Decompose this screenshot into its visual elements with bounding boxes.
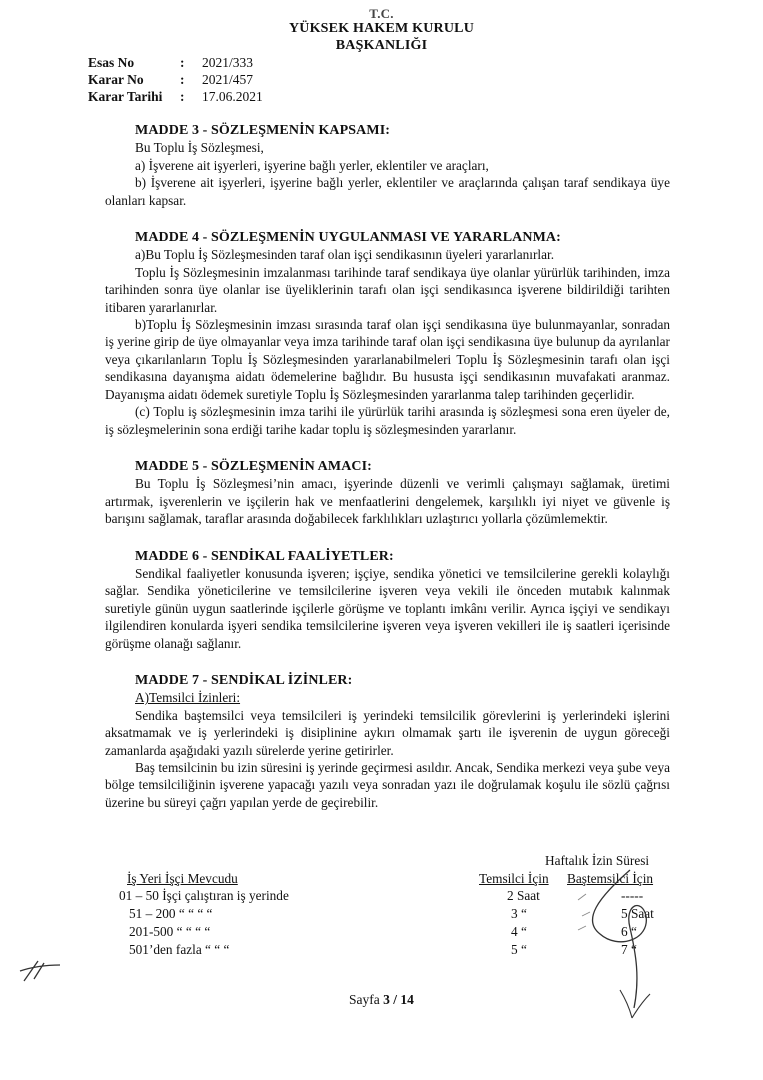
table-row-range: 201-500 “ “ “ “ (129, 924, 211, 939)
table-row-temsilci: 4 “ (511, 924, 527, 939)
meta-label: Karar Tarihi (88, 89, 163, 104)
table-header-bastemsilci: Baştemsilci İçin (567, 871, 654, 886)
article-5-paragraph: Bu Toplu İş Sözleşmesi’nin amacı, işyerinde düzenli ve verimli çalışmayı sağlamak, üretimi artırmak, işverenlerin ve işçilerin hak ve menfaatlerini dengelemek, karşılıklı iyi niyet ve güvenle iş barışını sağlamak, taraflar arasında doğabilecek farklılıkları uzlaştırıcı yollarla çözümlemektir. (105, 476, 670, 527)
article-4-item-c: (c) Toplu iş sözleşmesinin imza tarihi ile yürürlük tarihi arasında iş sözleşmesi sona eren üyeler de, iş sözleşmelerinin sona erdiği tarihe kadar toplu iş sözleşmesinden yararlanır. (105, 404, 670, 437)
meta-colon: : (180, 89, 185, 104)
article-3-intro: Bu Toplu İş Sözleşmesi, (135, 140, 264, 156)
page-number (0, 992, 763, 1008)
article-4-title: MADDE 4 - SÖZLEŞMENİN UYGULANMASI VE YARARLANMA: (135, 230, 561, 246)
meta-label: Karar No (88, 72, 144, 87)
meta-value: 2021/333 (202, 55, 254, 70)
article-7-title: MADDE 7 - SENDİKAL İZİNLER: (135, 672, 353, 688)
case-meta (88, 54, 263, 105)
header-tc: T.C. (369, 6, 394, 21)
table-row-bastemsilci: 7 “ (621, 942, 637, 957)
article-4-item-a: a)Bu Toplu İş Sözleşmesinden taraf olan işçi sendikasının üyeleri yararlanırlar. (135, 247, 555, 263)
header-institution: YÜKSEK HAKEM KURULU (288, 21, 475, 36)
signature-scribble-icon (560, 858, 670, 1048)
article-7-paragraph-1: Sendika baştemsilci veya temsilcileri iş yerindeki temsilcilik görevlerini iş yerlerindeki işlerini aksatmamak ve iş yerlerindeki iş disiplinine aykırı olmamak şartı ile işverenin de uygun göreceği zamanlarda aşağıdaki yazılı sürelerde yerine getirirler. (105, 707, 670, 758)
header-office: BAŞKANLIĞI (335, 38, 428, 53)
table-group-header: Haftalık İzin Süresi (545, 853, 650, 868)
table-row-temsilci: 5 “ (511, 942, 527, 957)
article-4-paragraph: Toplu İş Sözleşmesinin imzalanması tarihinde taraf sendikaya üye olanlar yürürlük tarihinden, imza tarihinden sonra üye olanlar ise üyeliklerinin tarafı olan işçi sendikasınca işverene bildirildiği tarihten itibaren yararlanırlar. (105, 264, 670, 315)
page-label: Sayfa (349, 992, 380, 1007)
article-5-title: MADDE 5 - SÖZLEŞMENİN AMACI: (135, 458, 372, 474)
meta-value: 2021/457 (202, 72, 254, 87)
page-count: 3 / 14 (383, 992, 414, 1007)
article-3-item-a: a) İşverene ait işyerleri, işyerine bağlı yerler, eklentiler ve araçları, (135, 157, 489, 173)
table-row-temsilci: 3 “ (511, 906, 527, 921)
table-header-workforce: İş Yeri İşçi Mevcudu (127, 871, 238, 886)
article-3-title: MADDE 3 - SÖZLEŞMENİN KAPSAMI: (135, 123, 391, 138)
article-6-paragraph: Sendikal faaliyetler konusunda işveren; işçiye, sendika yönetici ve temsilcilerine gerekli kolaylığı sağlar. Sendika yöneticilerine ve temsilcilerine işveren veya vekili ile önceden mutabık kalınmak suretiyle günün uygun saatlerinde işçilerle görüşme ve toplantı imkânı verilir. Ayrıca işçiyi ve sendikayı ilgilendiren konularda işyeri sendika temsilcilerine işveren veya işveren vekilleri ile iş saatleri içerisinde görüşme olanağı sağlanır. (105, 565, 670, 651)
meta-colon: : (180, 72, 185, 87)
meta-label: Esas No (88, 55, 135, 70)
table-row-range: 01 – 50 İşçi çalıştıran iş yerinde (119, 888, 289, 903)
table-row-bastemsilci: 6 “ (621, 924, 637, 939)
table-header-temsilci: Temsilci İçin (479, 871, 549, 886)
article-6 (105, 548, 670, 652)
document-body (105, 122, 670, 811)
table-row-temsilci: 2 Saat (507, 888, 540, 903)
article-5 (105, 458, 670, 528)
table-row-bastemsilci: 5 Saat (621, 906, 654, 921)
article-7-subtitle: A)Temsilci İzinleri: (135, 690, 241, 706)
meta-value: 17.06.2021 (202, 89, 263, 104)
meta-colon: : (180, 55, 185, 70)
article-7-paragraph-2: Baş temsilcinin bu izin süresini iş yerinde geçirmesi asıldır. Ancak, Sendika merkezi veya şube veya bölge temsilciliğinin işverene yapacağı yazılı veya sonradan yazı ile doğrulamak koşulu ile sözlü çağrısı üzerine bu süreyi çağrı yapılan yerde de geçirebilir. (105, 760, 670, 810)
meta-karar-tarihi (88, 88, 263, 105)
article-4 (105, 229, 670, 438)
meta-karar (88, 71, 263, 88)
table-row-bastemsilci: ----- (621, 888, 644, 903)
table-row-range: 501’den fazla “ “ “ (129, 942, 230, 957)
table-row-range: 51 – 200 “ “ “ “ (129, 906, 213, 921)
article-7 (105, 672, 670, 811)
article-4-item-b: b)Toplu İş Sözleşmesinin imzası sırasında taraf olan işçi sendikasına üye bulunmayanlar, sonradan iş yerine girip de üye olmayanlar veya imza tarihinde taraf olan işçi sendikasına üye bulunup da ayrılanlar veya çıkarılanların Toplu İş Sözleşmesinden yararlanabilmeleri Toplu İş Sözleşmesinin tarafı olan işçi sendikasına dayanışma aidatı ödemelerine bağlıdır. Bu hususta işçi sendikasının muvafakati aranmaz. Dayanışma aidatı ödemek suretiyle Toplu İş Sözleşmesinden yararlanma talep tarihinden geçerlidir. (105, 317, 670, 402)
initials-signature-icon (18, 955, 62, 989)
article-3 (105, 122, 670, 209)
article-6-title: MADDE 6 - SENDİKAL FAALİYETLER: (135, 548, 394, 564)
article-3-item-b: b) İşverene ait işyerleri, işyerine bağlı yerler, eklentiler ve araçlarında çalışan taraf sendikaya üye olanları kapsar. (105, 175, 670, 208)
meta-esas (88, 54, 263, 71)
